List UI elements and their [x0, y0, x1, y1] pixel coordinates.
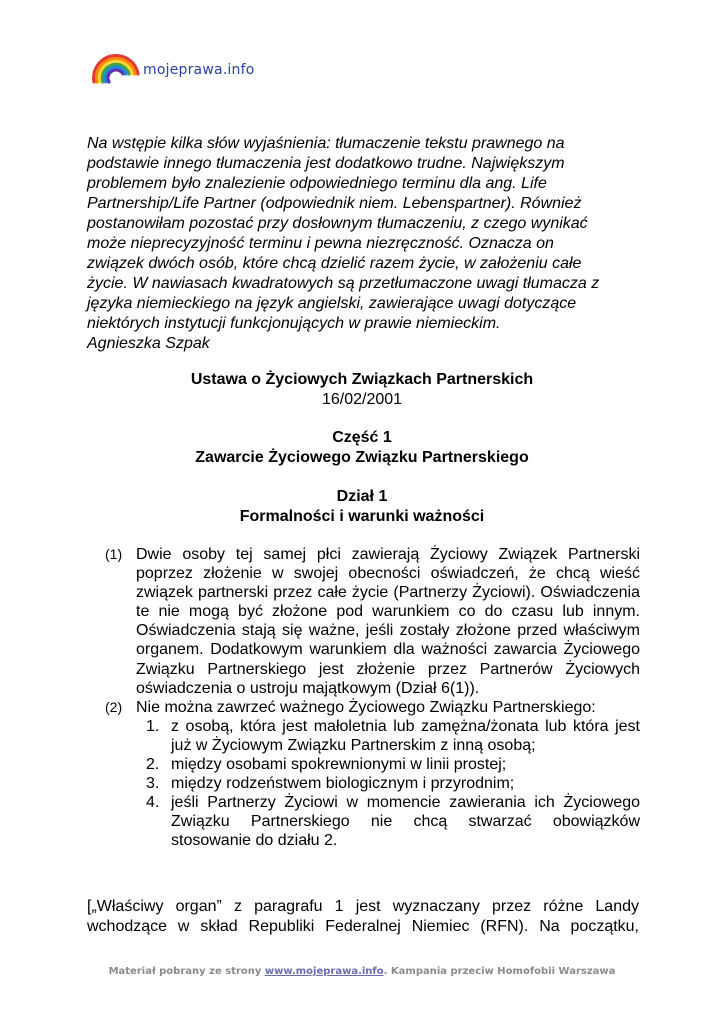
intro-line: Partnership/Life Partner (odpowiednik niem. Lebenspartner). Również [87, 195, 582, 212]
list-text: jeśli Partnerzy Życiowi w momencie zawierania ich Życiowego Związku Partnerskiego nie chcą stwarzać obowiązków stosowanie do działu 2. [171, 794, 640, 850]
footer-prefix: Materiał pobrany ze strony [108, 966, 265, 977]
list-text: między osobami spokrewnionymi w linii prostej; [171, 756, 507, 774]
logo-text: mojeprawa.info [143, 62, 255, 78]
rainbow-arc [108, 70, 123, 82]
intro-line: Na wstępie kilka słów wyjaśnienia: tłumaczenie tekstu prawnego na [87, 135, 565, 152]
part-heading [0, 428, 724, 468]
act-date: 16/02/2001 [321, 391, 403, 408]
list-item [146, 717, 640, 755]
paragraph-text: Dwie osoby tej samej płci zawierają Życiowy Związek Partnerski poprzez złożenie w swojej obecności oświadczeń, że chcą wieść związek partnerski przez całe życie (Partnerzy Życiowi). Oświadczenia te nie mogą być złożone pod warunkiem co do czasu lub innym. Oświadczenia stają się ważne, jeśli zostały złożone przed właściwym organem. Dodatkowym warunkiem dla ważności zawarcia Życiowego Związku Partnerskiego jest złożenie przez Partnerów Życiowych oświadczenia o ustroju majątkowym (Dział 6(1)). [136, 546, 640, 697]
footer-suffix: . Kampania przeciw Homofobii Warszawa [383, 966, 616, 977]
paragraph-text: Nie można zawrzeć ważnego Życiowego Związku Partnerskiego: [136, 698, 596, 716]
act-title: Ustawa o Życiowych Związkach Partnerskich [190, 371, 534, 388]
list-number: 4. [146, 794, 160, 812]
intro-line: problemem było znalezienie odpowiedniego terminu dla ang. Life [87, 175, 547, 192]
part-title: Zawarcie Życiowego Związku Partnerskiego [195, 449, 529, 466]
page-footer [0, 966, 724, 977]
list-text: między rodzeństwem biologicznym i przyrodnim; [171, 775, 515, 793]
list-number: 3. [146, 775, 160, 793]
site-logo [91, 50, 254, 84]
translator-bracket-note: [„Właściwy organ” z paragrafu 1 jest wyznaczany przez różne Landy wchodzące w skład Republiki Federalnej Niemiec (RFN). Na początku, [87, 898, 639, 935]
intro-line: języka niemieckiego na język angielski, zawierające uwagi dotyczące [87, 295, 577, 312]
part-label: Część 1 [332, 429, 392, 446]
intro-line: może nieprecyzyjność terminu i pewna niezręczność. Oznacza on [87, 235, 554, 252]
list-number: 1. [146, 717, 160, 735]
intro-line: życie. W nawiasach kwadratowych są przetłumaczone uwagi tłumacza z [87, 275, 600, 292]
section-1 [105, 545, 640, 851]
division-label: Dział 1 [336, 488, 388, 505]
translator-signature: Agnieszka Szpak [87, 335, 210, 352]
list-text: z osobą, która jest małoletnia lub zamężna/żonata lub która jest już w Życiowym Związku Partnerskim z inną osobą; [171, 717, 640, 754]
list-item [146, 755, 640, 774]
intro-line: postanowiłam pozostać przy dosłownym tłumaczeniu, z czego wynikać [87, 215, 588, 232]
paragraph-1 [105, 545, 640, 698]
rainbow-icon [91, 50, 141, 84]
list-item [146, 793, 640, 850]
intro-line: niektórych instytucji funkcjonujących w prawie niemieckim. [87, 315, 501, 332]
list-item [146, 774, 640, 793]
intro-line: podstawie innego tłumaczenia jest dodatkowo trudne. Największym [87, 155, 565, 172]
footer-link[interactable]: www.mojeprawa.info [264, 966, 384, 977]
paragraph-number: (2) [105, 698, 123, 715]
division-heading [0, 487, 724, 527]
paragraph-number: (1) [105, 546, 123, 562]
paragraph-2 [105, 698, 640, 717]
translator-note [87, 134, 647, 354]
division-title: Formalności i warunki ważności [239, 508, 485, 525]
intro-line: związek dwóch osób, które chcą dzielić razem życie, w założeniu całe [87, 255, 582, 272]
act-heading [0, 370, 724, 410]
list-number: 2. [146, 756, 160, 774]
